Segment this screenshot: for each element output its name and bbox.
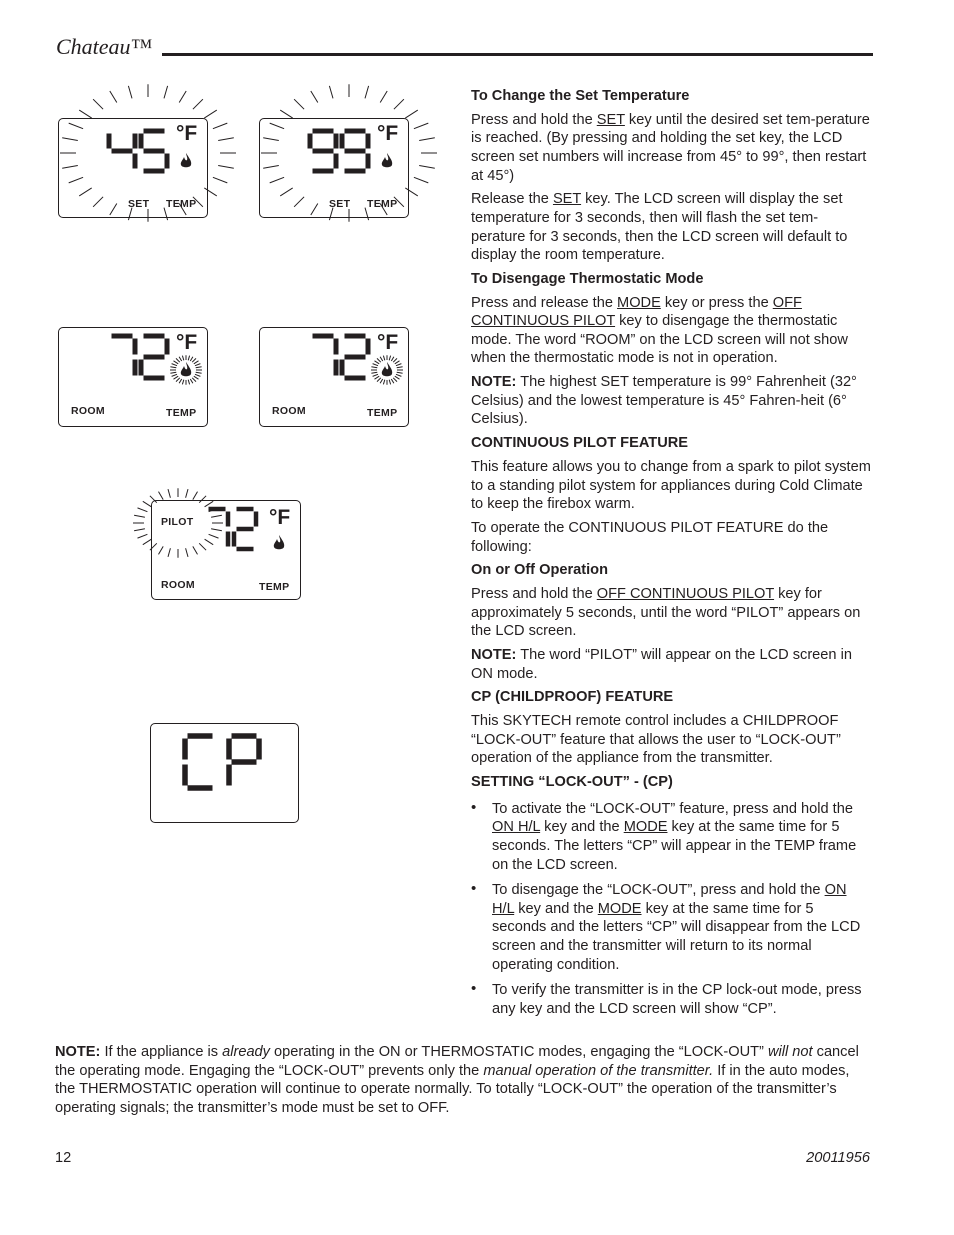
flash-ray bbox=[391, 379, 394, 383]
flash-ray bbox=[179, 379, 182, 383]
flash-ray bbox=[211, 529, 222, 531]
flash-ray bbox=[138, 534, 148, 538]
flash-ray bbox=[211, 515, 222, 517]
flash-ray bbox=[110, 204, 117, 216]
flash-ray bbox=[396, 364, 401, 366]
flash-ray bbox=[375, 361, 380, 364]
flash-ray bbox=[110, 91, 117, 103]
header-rule bbox=[162, 53, 873, 56]
temp-label: TEMP bbox=[166, 198, 197, 210]
flash-ray bbox=[311, 91, 318, 103]
bottom-note: NOTE: If the appliance is already operating in the ON or THERMOSTATIC modes, engaging the “LOCK-OUT” will not cancel the operating mode. Engaging the “LOCK-OUT” prevents only the manual operation of the transmitter. If in the auto modes, the THERMOSTATIC operation will continue to operate normally. To totally “LOCK-OUT” the operation of the transmitter’s operating signals; the transmitter’s mode must be set to OFF. bbox=[55, 1044, 859, 1116]
flash-ray bbox=[311, 204, 318, 216]
flash-ray bbox=[380, 357, 383, 361]
flash-ray bbox=[182, 380, 183, 385]
flash-ray bbox=[134, 515, 145, 517]
room-label: ROOM bbox=[71, 405, 105, 417]
flash-ray bbox=[193, 546, 198, 554]
bullet-disengage-lockout: • To disengage the “LOCK-OUT”, press and hold the ON H/L key and the MODE key at the same time for 5 seconds and the letters “CP” will disappear from the LCD screen and the transmitter will return to its normal operating condition. bbox=[471, 880, 861, 973]
fahrenheit-unit: °F bbox=[377, 331, 399, 354]
set-label: SET bbox=[128, 198, 150, 210]
flash-ray bbox=[164, 86, 168, 99]
temp-label: TEMP bbox=[367, 198, 398, 210]
flash-ray bbox=[205, 539, 214, 545]
paragraph-pilot-operate: To operate the CONTINUOUS PILOT FEATURE do the following: bbox=[471, 519, 829, 555]
paragraph-on-off: Press and hold the OFF CONTINUOUS PILOT key for approximately 5 seconds, until the word “PILOT” appears on the LCD screen. bbox=[471, 586, 861, 640]
flash-ray bbox=[263, 166, 279, 169]
flash-ray bbox=[373, 374, 378, 376]
lcd-letters-cp bbox=[151, 724, 298, 822]
flash-ray bbox=[294, 197, 304, 207]
flash-ray bbox=[395, 376, 400, 379]
mode-key-ref: MODE bbox=[623, 819, 668, 836]
heading-setting-lockout: SETTING “LOCK-OUT” - (CP) bbox=[471, 774, 673, 791]
instructions-column bbox=[471, 87, 871, 1025]
bullet-verify-lockout: • To verify the transmitter is in the CP lock-out mode, press any key and the LCD screen will show “CP”. bbox=[471, 980, 862, 1017]
flash-ray bbox=[394, 99, 404, 109]
flash-ray bbox=[204, 188, 217, 196]
flash-ray bbox=[192, 358, 196, 362]
flash-ray bbox=[192, 378, 196, 382]
temp-label: TEMP bbox=[166, 407, 197, 419]
flash-ray bbox=[159, 492, 164, 500]
flash-ray bbox=[134, 529, 145, 531]
set-key-ref: SET bbox=[596, 111, 625, 128]
lcd-set-45 bbox=[58, 118, 208, 218]
off-continuous-pilot-key-ref: OFF CONTINUOUS PILOT bbox=[471, 294, 802, 330]
flash-ray bbox=[195, 364, 200, 366]
page-number: 12 bbox=[55, 1150, 72, 1166]
flash-ray bbox=[188, 380, 189, 385]
flash-ray bbox=[168, 548, 170, 557]
flash-ray bbox=[209, 534, 219, 538]
heading-continuous-pilot: CONTINUOUS PILOT FEATURE bbox=[471, 435, 689, 452]
flash-ray bbox=[396, 374, 401, 376]
room-label: ROOM bbox=[161, 579, 195, 591]
flash-ray bbox=[405, 188, 418, 196]
flash-ray bbox=[190, 379, 193, 383]
lcd-childproof-cp bbox=[150, 723, 299, 823]
flash-ray bbox=[174, 361, 179, 364]
flash-ray bbox=[218, 166, 234, 169]
fahrenheit-unit: °F bbox=[377, 122, 399, 145]
paragraph-disengage: Press and release the MODE key or press the OFF CONTINUOUS PILOT key to disengage the thermostatic mode. The word “ROOM” on the LCD screen will not show when the thermostatic mode is not in operation. bbox=[471, 294, 848, 367]
flash-ray bbox=[377, 378, 381, 382]
flash-ray bbox=[397, 367, 403, 368]
flash-ray bbox=[179, 357, 182, 361]
flash-ray bbox=[213, 123, 227, 129]
flame-icon bbox=[381, 153, 393, 169]
flash-ray bbox=[383, 380, 384, 385]
paragraph-press-hold-set: Press and hold the SET key until the desired set tem-perature is reached. (By pressing and holding the set key, the LCD screen set numbers will increase from 45° to 99°, then restart at 45°) bbox=[471, 111, 870, 184]
flash-ray bbox=[393, 378, 397, 382]
paragraph-childproof: This SKYTECH remote control includes a CHILDPROOF “LOCK-OUT” feature that allows the user to “LOCK-OUT” operation of the appliance from the transmitter. bbox=[471, 713, 841, 767]
lcd-room-72-a bbox=[58, 327, 208, 427]
flash-ray bbox=[199, 496, 206, 503]
flash-ray bbox=[270, 177, 284, 183]
flash-ray bbox=[186, 489, 188, 498]
flash-ray bbox=[383, 356, 384, 361]
on-hl-key-ref: ON H/L bbox=[492, 882, 847, 917]
flash-ray bbox=[143, 501, 152, 507]
flash-ray bbox=[397, 372, 403, 373]
fahrenheit-unit: °F bbox=[176, 122, 198, 145]
lcd-pilot-72 bbox=[151, 500, 301, 600]
flash-ray bbox=[371, 372, 377, 373]
flash-ray bbox=[373, 364, 378, 366]
flash-ray bbox=[186, 548, 188, 557]
pilot-label: PILOT bbox=[161, 516, 194, 528]
flash-ray bbox=[270, 123, 284, 129]
temp-label: TEMP bbox=[367, 407, 398, 419]
flash-ray bbox=[62, 166, 78, 169]
lcd-set-99 bbox=[259, 118, 409, 218]
flash-ray bbox=[380, 379, 383, 383]
flame-icon bbox=[273, 535, 285, 551]
document-number: 20011956 bbox=[806, 1150, 870, 1166]
flash-ray bbox=[69, 177, 83, 183]
flash-ray bbox=[194, 376, 199, 379]
bullet-mark: • bbox=[471, 980, 477, 998]
flame-icon bbox=[180, 362, 192, 378]
flash-ray bbox=[93, 197, 103, 207]
flash-ray bbox=[128, 86, 132, 99]
flash-ray bbox=[371, 367, 377, 368]
flash-ray bbox=[170, 367, 176, 368]
flash-ray bbox=[182, 356, 183, 361]
lcd-room-72-b bbox=[259, 327, 409, 427]
flash-ray bbox=[179, 91, 186, 103]
heading-change-set-temp: To Change the Set Temperature bbox=[471, 88, 690, 104]
flash-ray bbox=[79, 188, 92, 196]
flash-ray bbox=[294, 99, 304, 109]
flash-ray bbox=[365, 86, 369, 99]
flash-ray bbox=[150, 496, 157, 503]
bullet-mark: • bbox=[471, 798, 477, 816]
flash-ray bbox=[174, 376, 179, 379]
flash-ray bbox=[389, 356, 390, 361]
heading-on-off-operation: On or Off Operation bbox=[471, 562, 609, 579]
off-continuous-pilot-key-ref: OFF CONTINUOUS PILOT bbox=[596, 586, 775, 603]
flash-ray bbox=[62, 138, 78, 141]
set-key-ref: SET bbox=[552, 191, 582, 208]
bullet-activate-lockout: • To activate the “LOCK-OUT” feature, press and hold the ON H/L key and the MODE key at the same time for 5 seconds. The letters “CP” will appear in the TEMP frame on the LCD screen. bbox=[471, 798, 857, 873]
flash-ray bbox=[159, 546, 164, 554]
flash-ray bbox=[176, 378, 180, 382]
flash-ray bbox=[414, 177, 428, 183]
flash-ray bbox=[196, 367, 202, 368]
flash-ray bbox=[150, 543, 157, 550]
flash-ray bbox=[263, 138, 279, 141]
flash-ray bbox=[79, 110, 92, 118]
flash-ray bbox=[395, 361, 400, 364]
flash-ray bbox=[172, 374, 177, 376]
note-set-range: NOTE: The highest SET temperature is 99° Fahrenheit (32° Celsius) and the lowest temperature is 45° Fahren-heit (6° Celsius). bbox=[471, 374, 857, 428]
mode-key-ref: MODE bbox=[617, 294, 661, 311]
fahrenheit-unit: °F bbox=[176, 331, 198, 354]
flash-ray bbox=[204, 110, 217, 118]
room-label: ROOM bbox=[272, 405, 306, 417]
paragraph-pilot-feature: This feature allows you to change from a spark to pilot system to a standing pilot system for appliances during Cold Climate to keep the firebox warm. bbox=[471, 459, 871, 513]
flash-ray bbox=[329, 86, 333, 99]
flash-ray bbox=[205, 501, 214, 507]
heading-disengage-thermostatic: To Disengage Thermostatic Mode bbox=[471, 270, 704, 287]
flash-ray bbox=[393, 358, 397, 362]
flash-ray bbox=[280, 110, 293, 118]
flash-ray bbox=[414, 123, 428, 129]
flash-ray bbox=[213, 177, 227, 183]
flash-ray bbox=[419, 138, 435, 141]
paragraph-release-set: Release the SET key. The LCD screen will display the set temperature for 3 seconds, then will flash the set tem-perature for 3 seconds, then the LCD screen will default to display the room temperature. bbox=[471, 191, 848, 264]
flash-ray bbox=[209, 508, 219, 512]
bullet-mark: • bbox=[471, 880, 477, 898]
flash-ray bbox=[194, 361, 199, 364]
brand-title: Chateau™ bbox=[56, 34, 153, 59]
flame-icon bbox=[180, 153, 192, 169]
flash-ray bbox=[190, 357, 193, 361]
set-label: SET bbox=[329, 198, 351, 210]
flash-ray bbox=[199, 543, 206, 550]
flash-ray bbox=[93, 99, 103, 109]
flash-ray bbox=[419, 166, 435, 169]
flash-ray bbox=[193, 99, 203, 109]
note-pilot-word: NOTE: The word “PILOT” will appear on the LCD screen in ON mode. bbox=[471, 647, 852, 682]
flash-ray bbox=[195, 374, 200, 376]
flash-ray bbox=[168, 489, 170, 498]
flash-ray bbox=[138, 508, 148, 512]
temp-label: TEMP bbox=[259, 581, 290, 593]
heading-childproof: CP (CHILDPROOF) FEATURE bbox=[471, 689, 674, 706]
flash-ray bbox=[218, 138, 234, 141]
flash-ray bbox=[172, 364, 177, 366]
flash-ray bbox=[193, 492, 198, 500]
flash-ray bbox=[170, 372, 176, 373]
flash-ray bbox=[196, 372, 202, 373]
flash-ray bbox=[188, 356, 189, 361]
on-hl-key-ref: ON H/L bbox=[492, 819, 541, 836]
flash-ray bbox=[389, 380, 390, 385]
flash-ray bbox=[405, 110, 418, 118]
flash-ray bbox=[280, 188, 293, 196]
mode-key-ref: MODE bbox=[597, 900, 642, 917]
flash-ray bbox=[375, 376, 380, 379]
flame-icon bbox=[381, 362, 393, 378]
flash-ray bbox=[143, 539, 152, 545]
fahrenheit-unit: °F bbox=[269, 506, 291, 529]
flash-ray bbox=[391, 357, 394, 361]
flash-ray bbox=[69, 123, 83, 129]
flash-ray bbox=[380, 91, 387, 103]
